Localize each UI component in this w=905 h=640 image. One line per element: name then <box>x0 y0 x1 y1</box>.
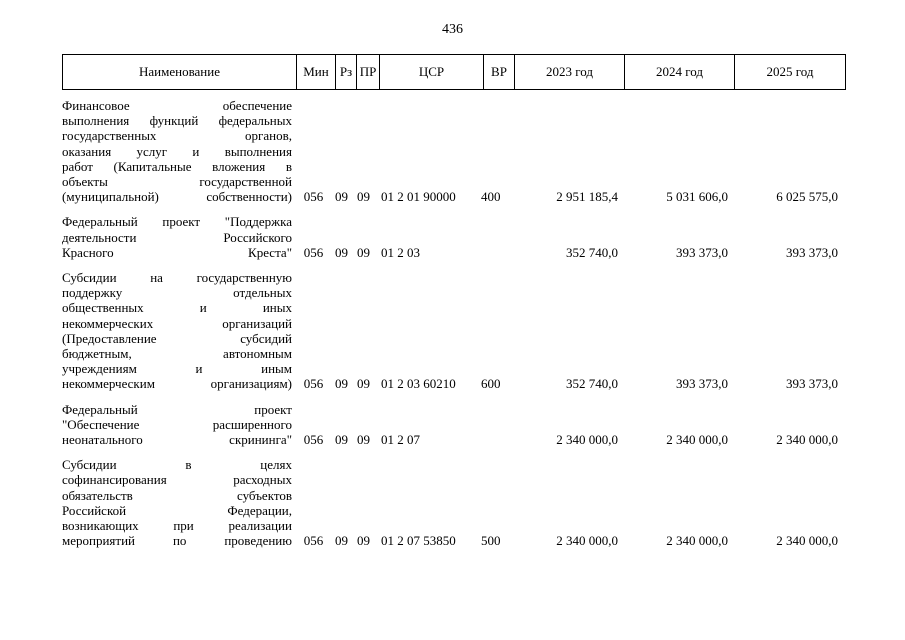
header-rz: Рз <box>336 55 357 89</box>
table-row <box>62 98 846 204</box>
cell-pr: 09 <box>357 244 370 260</box>
table-row <box>62 402 846 448</box>
table-row <box>62 214 846 260</box>
cell-csr: 01 2 01 90000 <box>381 189 456 205</box>
cell-y2024: 5 031 606,0 <box>666 189 728 205</box>
row-name-line: учреждениям и иным <box>62 361 292 377</box>
header-2025: 2025 год <box>766 64 814 79</box>
header-csr: ЦСР <box>380 55 484 89</box>
cell-y2024: 2 340 000,0 <box>666 432 728 448</box>
cell-pr: 09 <box>357 376 370 392</box>
cell-y2024: 2 340 000,0 <box>666 533 728 549</box>
row-name-line: Красного Креста" <box>62 244 292 260</box>
row-name <box>62 457 292 548</box>
row-name-line: софинансирования расходных <box>62 472 292 488</box>
table-body <box>62 98 846 558</box>
cell-pr: 09 <box>357 533 370 549</box>
cell-y2023: 2 951 185,4 <box>556 189 618 205</box>
header-pr: ПР <box>357 55 380 89</box>
cell-rz: 09 <box>335 189 348 205</box>
row-name-line: поддержку отдельных <box>62 285 292 301</box>
cell-rz: 09 <box>335 244 348 260</box>
row-name-line: (муниципальной) собственности) <box>62 189 292 205</box>
page-number: 436 <box>442 22 463 37</box>
header-2023: 2023 год <box>515 55 625 89</box>
cell-rz: 09 <box>335 376 348 392</box>
cell-min: 056 <box>303 244 324 260</box>
row-name-line: (Предоставление субсидий <box>62 330 292 346</box>
row-name-line: Субсидии на государственную <box>62 270 292 286</box>
table-header <box>62 54 846 90</box>
cell-csr: 01 2 03 <box>381 244 420 260</box>
cell-rz: 09 <box>335 533 348 549</box>
cell-y2023: 352 740,0 <box>566 376 618 392</box>
row-name <box>62 98 292 204</box>
cell-csr: 01 2 03 60210 <box>381 376 456 392</box>
row-name <box>62 270 292 392</box>
cell-y2023: 352 740,0 <box>566 244 618 260</box>
row-name-line: обязательств субъектов <box>62 487 292 503</box>
row-name-line: "Обеспечение расширенного <box>62 416 292 432</box>
row-name-line: Федеральный проект <box>62 401 292 417</box>
cell-min: 056 <box>303 189 324 205</box>
cell-pr: 09 <box>357 432 370 448</box>
row-name-line: некоммерческим организациям) <box>62 376 292 392</box>
header-min: Мин <box>297 55 336 89</box>
cell-y2025: 6 025 575,0 <box>776 189 838 205</box>
header-name: Наименование <box>63 55 297 89</box>
row-name-line: возникающих при реализации <box>62 518 292 534</box>
cell-rz: 09 <box>335 432 348 448</box>
header-2024: 2024 год <box>625 55 735 89</box>
table-row <box>62 457 846 548</box>
row-name-line: общественных и иных <box>62 300 292 316</box>
table-row <box>62 270 846 392</box>
row-name-line: объекты государственной <box>62 174 292 190</box>
cell-min: 056 <box>303 533 324 549</box>
cell-pr: 09 <box>357 189 370 205</box>
row-name-line: выполнения функций федеральных <box>62 113 292 129</box>
cell-y2025: 2 340 000,0 <box>776 533 838 549</box>
row-name-line: Федеральный проект "Поддержка <box>62 214 292 230</box>
cell-min: 056 <box>303 376 324 392</box>
cell-min: 056 <box>303 432 324 448</box>
row-name-line: Российской Федерации, <box>62 502 292 518</box>
cell-csr: 01 2 07 53850 <box>381 533 456 549</box>
row-name-line: бюджетным, автономным <box>62 346 292 362</box>
row-name-line: Финансовое обеспечение <box>62 98 292 113</box>
cell-y2024: 393 373,0 <box>676 244 728 260</box>
cell-y2023: 2 340 000,0 <box>556 533 618 549</box>
row-name-line: оказания услуг и выполнения <box>62 143 292 159</box>
cell-csr: 01 2 07 <box>381 432 420 448</box>
cell-y2024: 393 373,0 <box>676 376 728 392</box>
header-vr: ВР <box>484 55 515 89</box>
cell-vr: 600 <box>481 376 501 392</box>
row-name-line: деятельности Российского <box>62 229 292 245</box>
row-name-line: работ (Капитальные вложения в <box>62 158 292 174</box>
row-name-line: государственных органов, <box>62 128 292 144</box>
row-name-line: мероприятий по проведению <box>62 533 292 549</box>
cell-y2023: 2 340 000,0 <box>556 432 618 448</box>
row-name <box>62 214 292 260</box>
row-name-line: неонатального скрининга" <box>62 432 292 448</box>
cell-vr: 500 <box>481 533 501 549</box>
cell-vr: 400 <box>481 189 501 205</box>
cell-y2025: 393 373,0 <box>786 376 838 392</box>
row-name <box>62 402 292 448</box>
cell-y2025: 2 340 000,0 <box>776 432 838 448</box>
row-name-line: некоммерческих организаций <box>62 315 292 331</box>
row-name-line: Субсидии в целях <box>62 457 292 473</box>
cell-y2025: 393 373,0 <box>786 244 838 260</box>
